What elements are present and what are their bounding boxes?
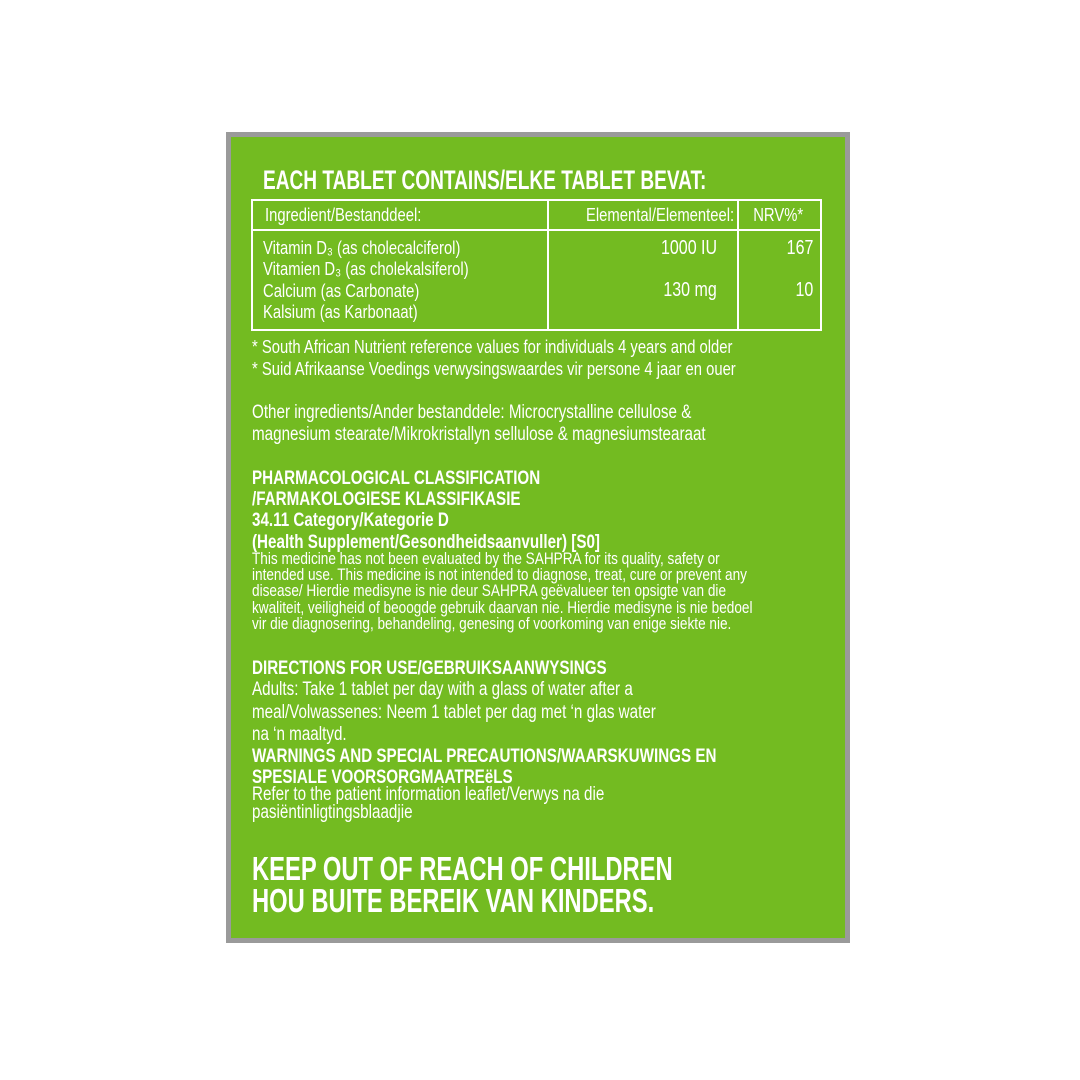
directions-line-text: na ‘n maaltyd. <box>252 724 347 746</box>
directions-line-text: meal/Volwassenes: Neem 1 tablet per dag met ‘n glas water <box>252 701 656 723</box>
pharma-disclaimer-line-text: vir die diagnosering, behandeling, genesing of voorkoming van enige siekte nie. <box>252 613 732 633</box>
keep-out-line-text: HOU BUITE BEREIK VAN KINDERS. <box>252 882 655 919</box>
pharma-disclaimer-line-text: disease/ Hierdie medisyne is nie deur SAHPRA geëvalueer ten opsigte van die <box>252 581 727 601</box>
footnote-line <box>252 336 845 358</box>
table-header-divider <box>253 229 820 231</box>
other-ingredients-line-text: Other ingredients/Ander bestanddele: Microcrystalline cellulose & <box>252 402 692 423</box>
warnings-line-text: pasiëntinligtingsblaadjie <box>252 801 413 823</box>
pharma-disclaimer <box>252 551 845 632</box>
warnings-heading <box>252 746 833 788</box>
other-ingredients-line <box>252 402 819 424</box>
nrv-footnotes <box>252 336 845 379</box>
ingredient-line <box>263 258 520 279</box>
pharma-classification-heading <box>252 468 687 553</box>
warnings-heading-line-text: SPESIALE VOORSORGMAATREëLS <box>252 767 513 788</box>
warnings-heading-line <box>252 746 833 767</box>
ingredient-line <box>263 237 520 258</box>
warnings-heading-line-text: WARNINGS AND SPECIAL PRECAUTIONS/WAARSKUWINGS EN <box>252 746 717 767</box>
ingredient-line-text: Vitamin D₃ (as cholecalciferol) <box>263 237 461 258</box>
other-ingredients <box>252 402 819 446</box>
pharma-heading-line <box>252 510 687 531</box>
directions-line <box>252 724 757 747</box>
keep-out-line <box>252 882 836 919</box>
keep-out-of-reach-warning <box>252 850 836 919</box>
other-ingredients-line-text: magnesium stearate/Mikrokristallyn sellulose & magnesiumstearaat <box>252 424 706 445</box>
ingredient-line-text: Vitamien D₃ (as cholekalsiferol) <box>263 258 469 280</box>
col-header-ingredient <box>265 204 460 226</box>
col-header-elemental <box>549 204 735 226</box>
directions-body <box>252 679 757 747</box>
ingredient-cell <box>263 237 520 322</box>
other-ingredients-line <box>252 424 819 446</box>
directions-line <box>252 702 757 725</box>
pharma-heading-line-text: (Health Supplement/Gesondheidsaanvuller) [S0] <box>252 531 600 553</box>
ingredient-line-text: Kalsium (as Karbonaat) <box>263 300 418 322</box>
nrv-value-text: 10 <box>795 279 813 301</box>
directions-heading <box>252 658 695 679</box>
ingredient-line-text: Calcium (as Carbonate) <box>263 279 420 301</box>
pharma-heading-line <box>252 468 687 489</box>
directions-heading-text: DIRECTIONS FOR USE/GEBRUIKSAANWYSINGS <box>252 658 607 679</box>
keep-out-line <box>252 850 836 887</box>
directions-line-text: Adults: Take 1 tablet per day with a glass of water after a <box>252 679 633 700</box>
panel-title <box>263 167 845 194</box>
nrv-value <box>739 238 813 259</box>
col-header-nrv <box>739 204 818 226</box>
ingredient-line <box>263 301 520 322</box>
elemental-value-text: 130 mg <box>663 279 717 301</box>
pharma-heading-line-text: /FARMAKOLOGIESE KLASSIFIKASIE <box>252 489 521 511</box>
panel-title-text: EACH TABLET CONTAINS/ELKE TABLET BEVAT: <box>263 165 707 195</box>
elemental-value <box>549 280 717 301</box>
nrv-value <box>739 280 813 301</box>
col-header-elemental-text: Elemental/Elementeel: <box>586 204 735 225</box>
footnote-line <box>252 358 845 380</box>
warnings-line-text: Refer to the patient information leaflet/Verwys na die <box>252 784 605 805</box>
footnote-line-text: * Suid Afrikaanse Voedings verwysingswaardes vir persone 4 jaar en ouer <box>252 357 736 379</box>
pharma-heading-line <box>252 489 687 510</box>
footnote-line-text: * South African Nutrient reference values for individuals 4 years and older <box>252 336 733 357</box>
ingredients-table <box>251 199 822 331</box>
label-panel <box>231 137 845 938</box>
keep-out-line-text: KEEP OUT OF REACH OF CHILDREN <box>252 850 673 887</box>
pharma-heading-line-text: PHARMACOLOGICAL CLASSIFICATION <box>252 468 541 489</box>
pharma-disclaimer-line-text: This medicine has not been evaluated by the SAHPRA for its quality, safety or <box>252 549 720 568</box>
ingredient-line <box>263 280 520 301</box>
elemental-value-text: 1000 IU <box>660 237 717 259</box>
pharma-disclaimer-line <box>252 613 845 633</box>
pharma-disclaimer-line-text: kwaliteit, veiligheid of beoogde gebruik daarvan nie. Hierdie medisyne is nie bedoel <box>252 597 753 617</box>
warnings-body <box>252 786 692 821</box>
directions-line <box>252 679 757 702</box>
col-header-ingredient-text: Ingredient/Bestanddeel: <box>265 204 422 225</box>
pharma-heading-line-text: 34.11 Category/Kategorie D <box>252 510 449 532</box>
label-frame <box>226 132 850 943</box>
col-header-nrv-text: NRV%* <box>753 204 804 225</box>
elemental-value <box>549 238 717 259</box>
pharma-disclaimer-line-text: intended use. This medicine is not intended to diagnose, treat, cure or prevent any <box>252 565 747 585</box>
warnings-line <box>252 801 692 823</box>
nrv-value-text: 167 <box>786 237 813 259</box>
